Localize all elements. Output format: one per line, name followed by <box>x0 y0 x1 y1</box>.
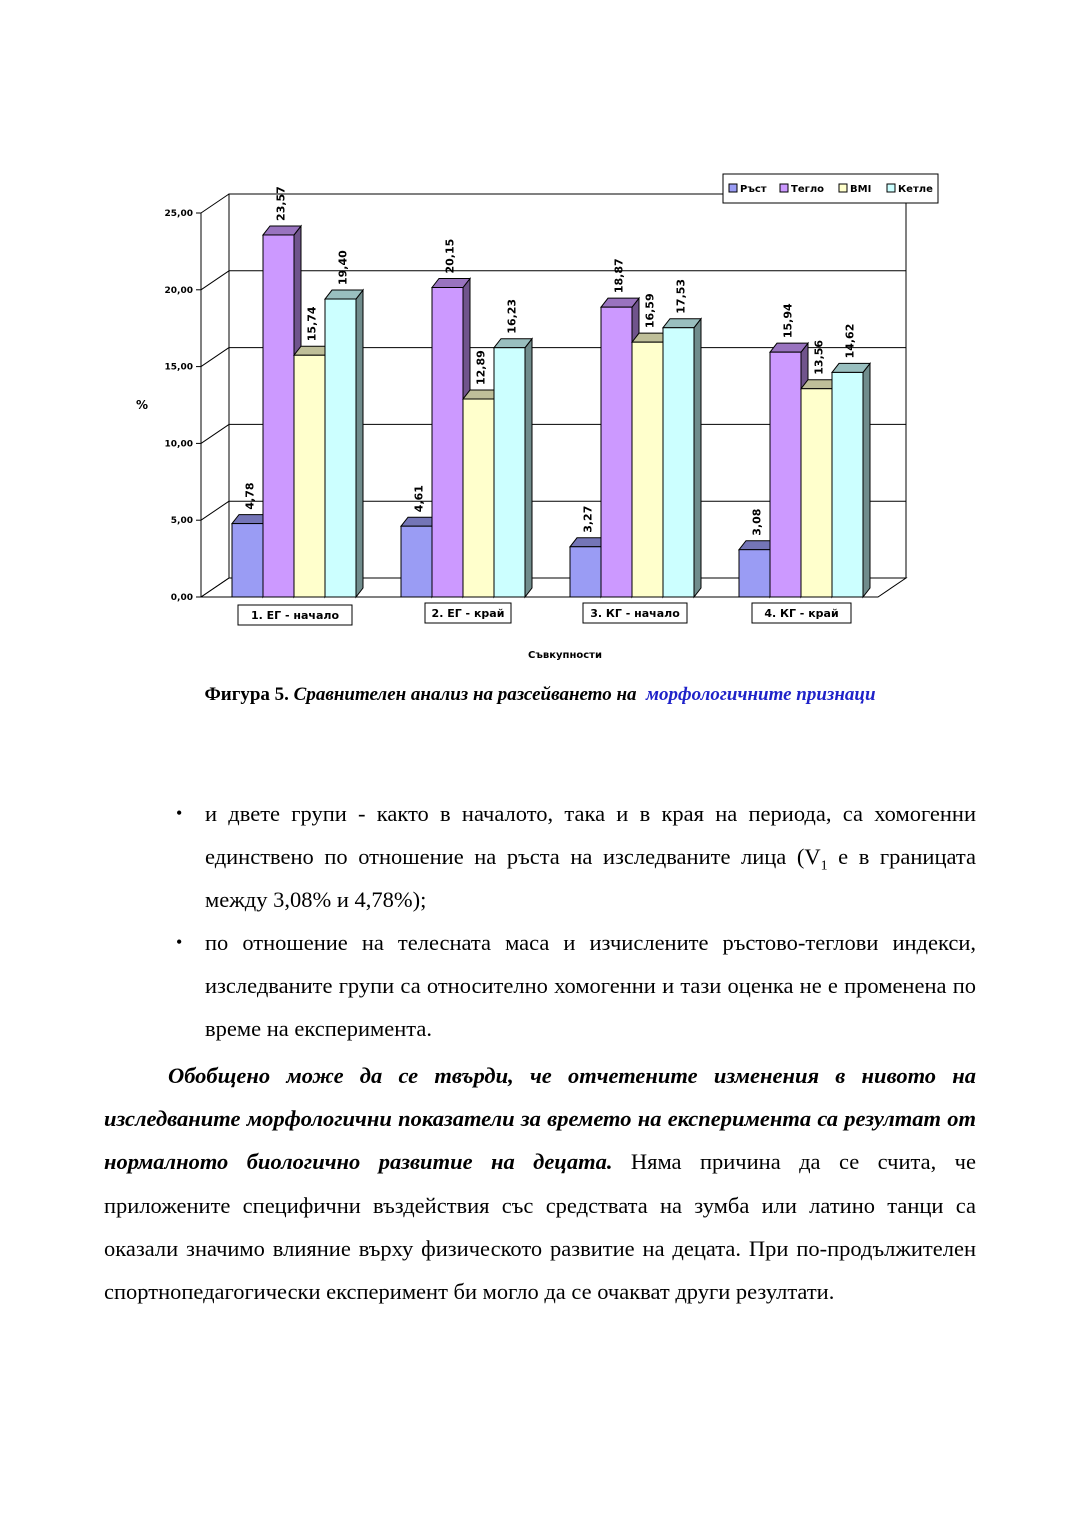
bar <box>770 352 801 597</box>
chart-legend <box>723 174 938 203</box>
legend-swatch <box>729 184 737 192</box>
bullet-subscript: 1 <box>820 858 828 874</box>
data-label: 19,40 <box>336 250 350 286</box>
bullet-item <box>170 792 976 921</box>
bar <box>325 299 356 597</box>
bar-top <box>832 363 870 372</box>
bar <box>463 399 494 597</box>
data-label: 16,59 <box>643 293 657 329</box>
data-label: 17,53 <box>674 278 688 314</box>
y-tick-label: 15,00 <box>164 362 193 373</box>
data-label: 18,87 <box>612 258 626 294</box>
bar <box>263 235 294 597</box>
bar <box>739 550 770 597</box>
legend-swatch <box>887 184 895 192</box>
legend-label: BMI <box>850 184 872 195</box>
category-label: 3. КГ - начало <box>590 607 680 620</box>
bar-side <box>525 339 532 597</box>
gridline-side <box>201 271 229 290</box>
bullet-text: и двете групи - както в началото, така и в края на периода, са хомогенни единствено по отношение на ръста на изследваните лица (V <box>205 801 976 869</box>
bullet-item <box>170 921 976 1050</box>
y-tick-label: 10,00 <box>164 439 193 450</box>
bar-top <box>263 226 301 235</box>
data-label: 4,61 <box>412 485 426 513</box>
data-label: 16,23 <box>505 298 519 334</box>
data-label: 23,57 <box>274 186 288 221</box>
x-axis-label: Съвкупности <box>528 650 602 661</box>
data-label: 4,78 <box>243 482 257 510</box>
bar-top <box>325 290 363 299</box>
bar <box>801 389 832 597</box>
bar <box>432 287 463 597</box>
summary-paragraph <box>104 1054 976 1313</box>
bullet-mark: • <box>176 803 183 823</box>
bar <box>570 547 601 597</box>
bullet-text: по отношение на телесната маса и изчислените ръстово-теглови индекси, изследваните групи са относително хомогенни и тази оценка не е променена по време на експеримента. <box>205 930 976 1041</box>
y-tick-label: 5,00 <box>170 516 193 527</box>
data-label: 20,15 <box>443 238 457 274</box>
gridline-side <box>201 194 229 213</box>
category-label: 1. ЕГ - начало <box>250 609 340 622</box>
gridline-side <box>201 424 229 443</box>
gridline-side <box>201 501 229 520</box>
bar <box>494 348 525 597</box>
bullet-text-end: е в границата между 3,08% и 4,78%); <box>205 844 976 912</box>
data-label: 3,27 <box>581 505 595 533</box>
data-label: 15,94 <box>781 303 795 339</box>
bar <box>294 355 325 597</box>
bullet-mark: • <box>176 932 183 952</box>
figure-caption <box>0 684 1080 706</box>
category-label: 2. ЕГ - край <box>431 607 505 620</box>
legend-label: Кетле <box>898 184 933 195</box>
summary-text: Няма причина да се счита, че приложените специфични въздействия със средствата на зумба или латино танци са оказали значимо влияние върху физическото развитие на децата. При по-продължителен спортнопедагогически експеримент би могло да се очакват други резултати. <box>104 1149 976 1305</box>
bar <box>601 307 632 597</box>
caption-italic: Сравнителен анализ на разсейването на <box>293 684 637 705</box>
gridline-side <box>201 348 229 367</box>
bar <box>401 526 432 597</box>
bar <box>663 328 694 597</box>
bar <box>832 372 863 597</box>
bar-side <box>863 363 870 597</box>
bar-top <box>494 339 532 348</box>
y-tick-label: 20,00 <box>164 285 193 296</box>
bullet-list <box>170 792 976 1050</box>
bar <box>632 342 663 597</box>
caption-prefix: Фигура 5. <box>204 684 289 705</box>
bar-top <box>601 298 639 307</box>
summary-emphasis: Обобщено може да се твърди, че отчетените изменения в нивото на изследваните морфологични показатели за времето на експеримента са резултат от нормалното биологично развитие на децата. <box>104 1063 976 1175</box>
category-label: 4. КГ - край <box>764 607 839 620</box>
data-label: 12,89 <box>474 350 488 386</box>
y-axis-label: % <box>135 398 149 412</box>
legend-swatch <box>839 184 847 192</box>
legend-swatch <box>780 184 788 192</box>
bar-side <box>694 319 701 597</box>
bar-chart <box>0 0 1080 680</box>
caption-highlight: морфологичните признаци <box>646 684 876 705</box>
legend-label: Ръст <box>740 184 767 195</box>
legend-label: Тегло <box>791 184 825 195</box>
bar-top <box>432 278 470 287</box>
data-label: 15,74 <box>305 306 319 342</box>
data-label: 13,56 <box>812 339 826 375</box>
bar <box>232 524 263 597</box>
y-tick-label: 25,00 <box>164 209 193 219</box>
y-tick-label: 0,00 <box>170 593 193 603</box>
bar-top <box>770 343 808 352</box>
data-label: 14,62 <box>843 323 857 359</box>
data-label: 3,08 <box>750 508 764 536</box>
bar-side <box>356 290 363 597</box>
bar-top <box>663 319 701 328</box>
